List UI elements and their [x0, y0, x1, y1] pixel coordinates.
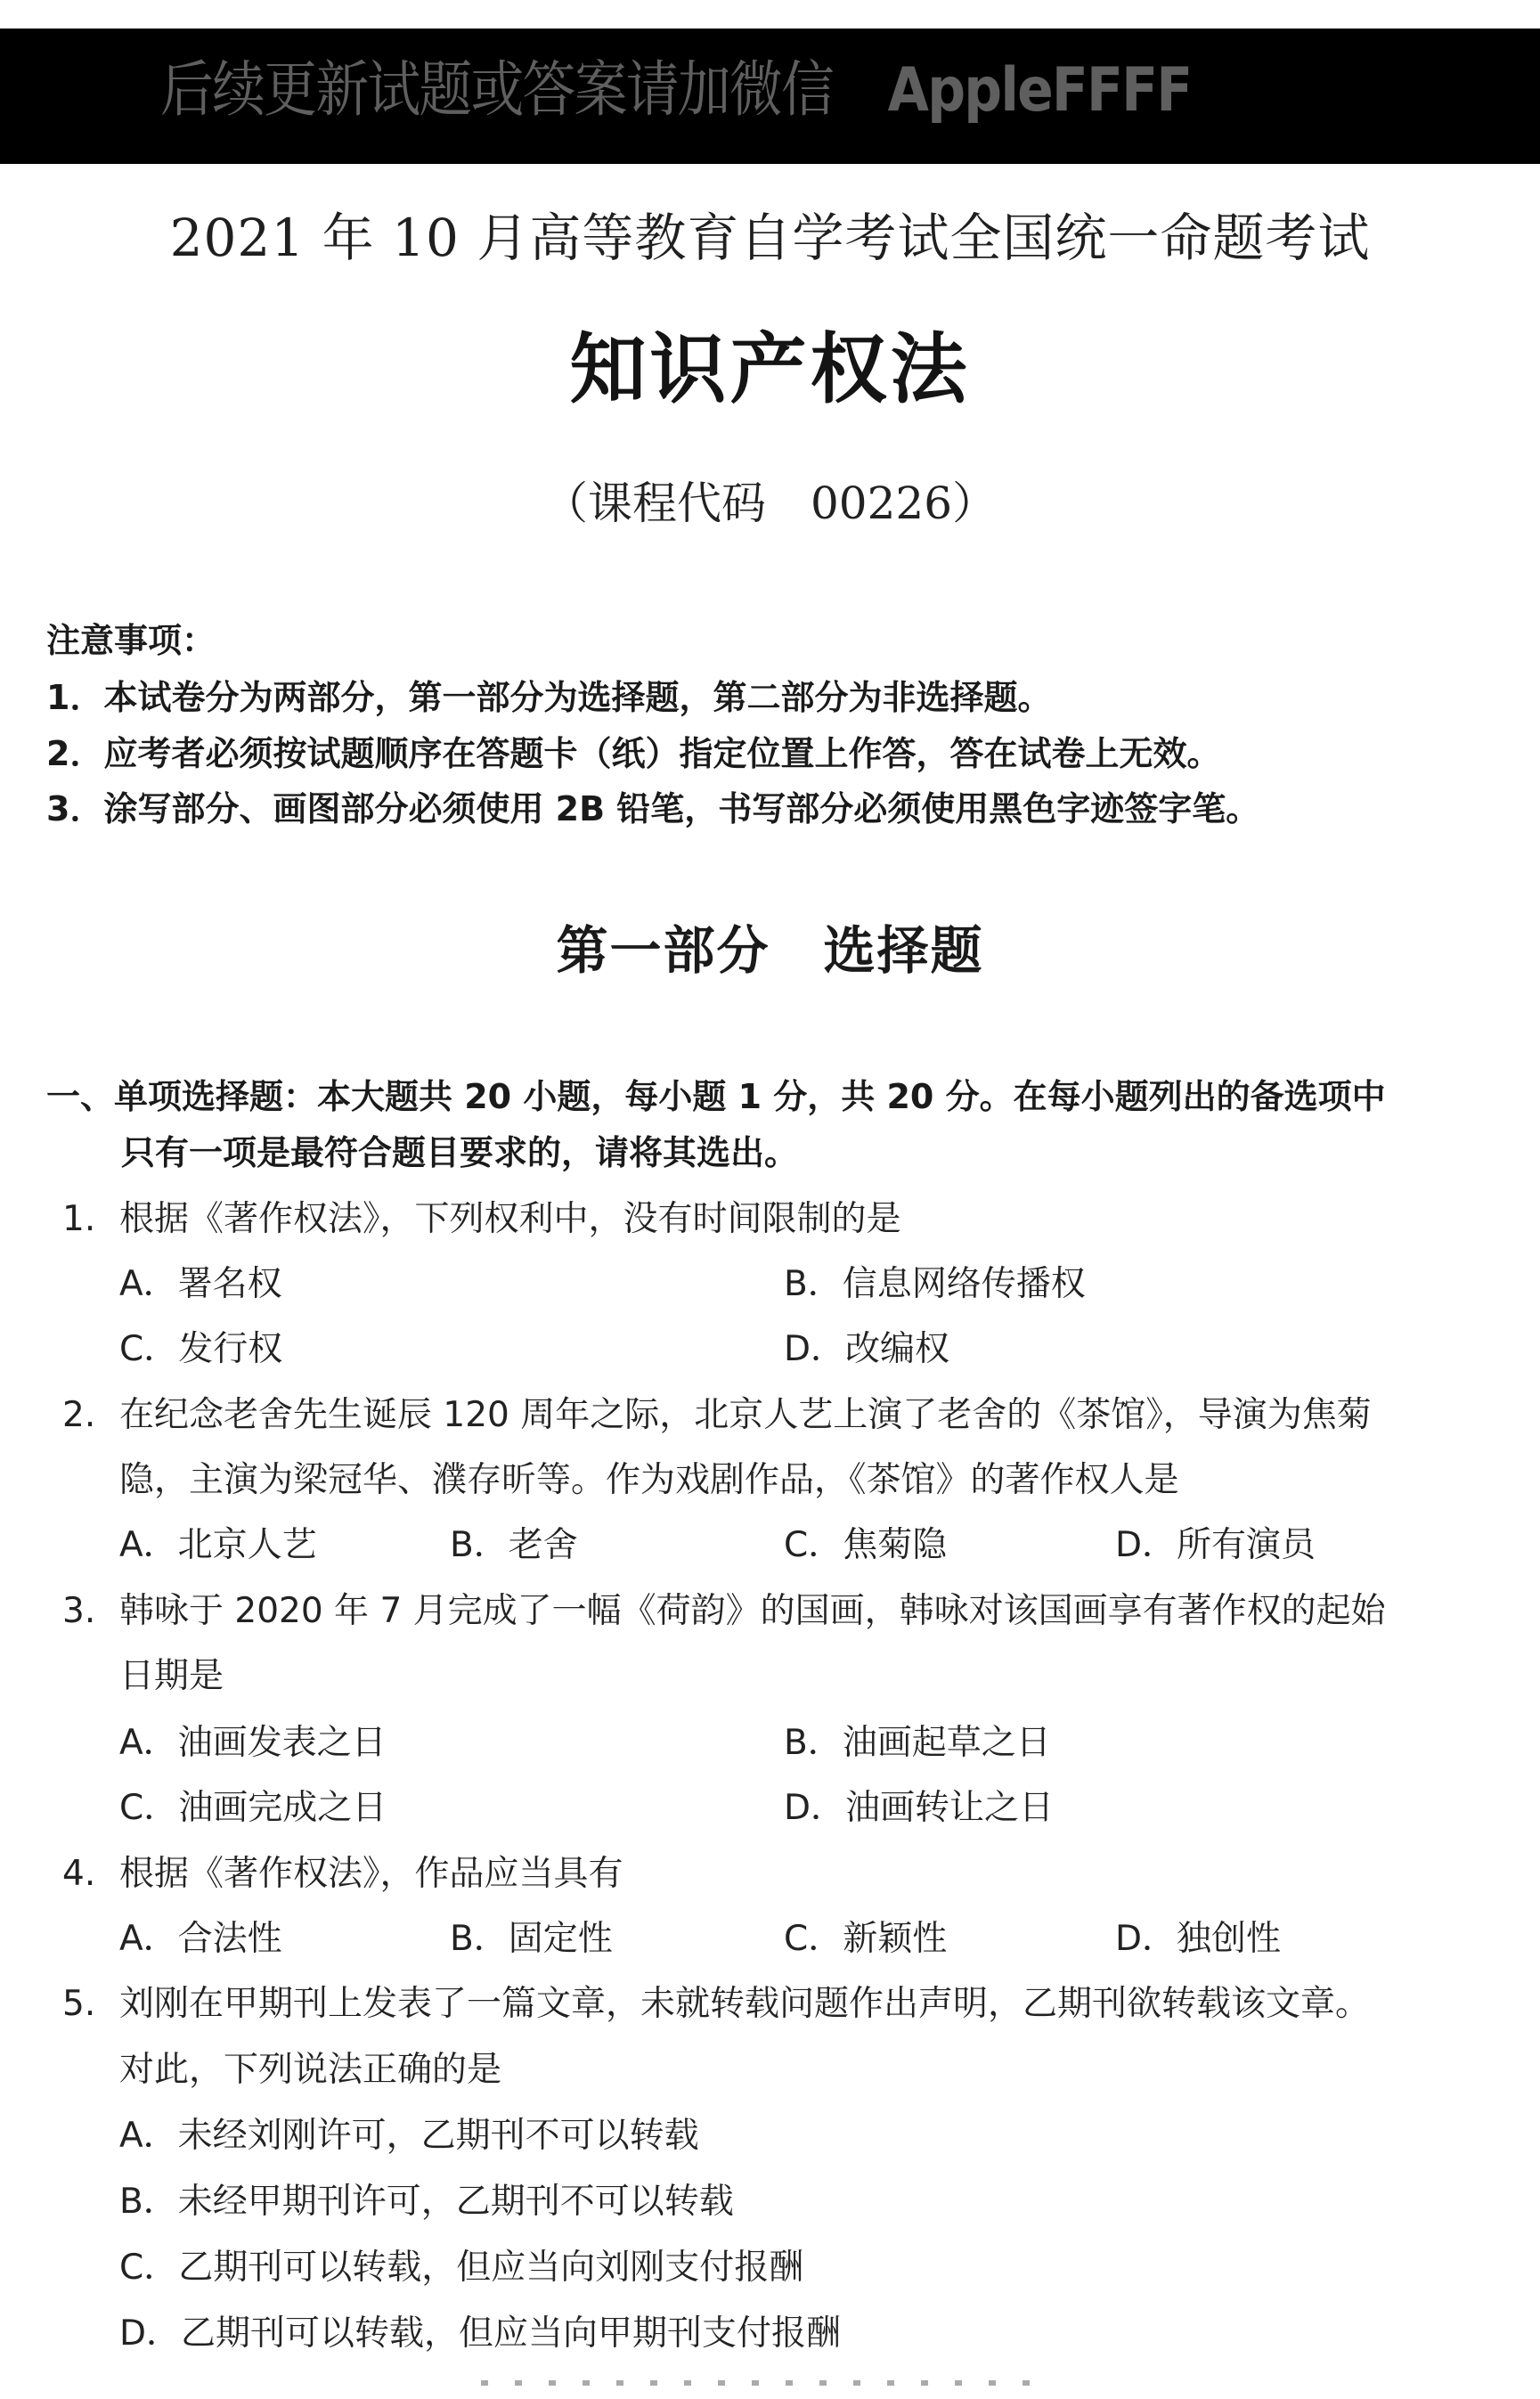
option-a[interactable]: A．合法性	[119, 1919, 282, 1959]
option-c[interactable]: C．焦菊隐	[784, 1525, 948, 1565]
section-title: 第一部分 选择题	[556, 920, 984, 981]
option-b[interactable]: B．固定性	[450, 1919, 613, 1959]
question-text: 根据《著作权法》，下列权利中，没有时间限制的是	[119, 1199, 901, 1239]
option-b[interactable]: B．未经甲期刊许可，乙期刊不可以转载	[119, 2182, 734, 2222]
watermark-text	[160, 55, 1191, 126]
option-a[interactable]: A．北京人艺	[119, 1525, 317, 1565]
question-number: 4.	[62, 1854, 96, 1894]
question-number: 5.	[62, 1984, 96, 2024]
option-c[interactable]: C．乙期刊可以转载，但应当向刘刚支付报酬	[119, 2248, 804, 2288]
option-d[interactable]: D．所有演员	[1115, 1525, 1316, 1565]
course-code: （课程代码 00226）	[542, 477, 998, 529]
question-4	[62, 1846, 623, 1896]
option-c[interactable]: C．油画完成之日	[119, 1788, 387, 1828]
question-1	[62, 1191, 901, 1241]
option-b[interactable]: B．油画起草之日	[784, 1723, 1051, 1763]
question-3	[62, 1583, 1386, 1633]
option-a[interactable]: A．油画发表之日	[119, 1723, 387, 1763]
option-a[interactable]: A．署名权	[119, 1264, 282, 1304]
question-number: 2.	[62, 1395, 96, 1435]
question-text-cont: 日期是	[119, 1656, 224, 1696]
notice-title: 注意事项：	[46, 621, 216, 660]
option-d[interactable]: D．乙期刊可以转载，但应当向甲期刊支付报酬	[119, 2313, 842, 2354]
notice-item: 1．本试卷分为两部分，第一部分为选择题，第二部分为非选择题。	[46, 678, 1052, 717]
subject-title: 知识产权法	[569, 325, 971, 414]
option-c[interactable]: C．新颖性	[784, 1919, 948, 1959]
option-d[interactable]: D．油画转让之日	[784, 1788, 1055, 1828]
question-text: 韩咏于 2020 年 7 月完成了一幅《荷韵》的国画，韩咏对该国画享有著作权的起始	[119, 1591, 1386, 1631]
section-instruction-cont: 只有一项是最符合题目要求的，请将其选出。	[121, 1133, 799, 1172]
option-a[interactable]: A．未经刘刚许可，乙期刊不可以转载	[119, 2116, 699, 2156]
exam-title: 2021 年 10 月高等教育自学考试全国统一命题考试	[169, 208, 1371, 268]
wechat-id: AppleFFFF	[887, 55, 1192, 126]
notice-item: 2．应考者必须按试题顺序在答题卡（纸）指定位置上作答，答在试卷上无效。	[46, 734, 1221, 773]
option-b[interactable]: B．信息网络传播权	[784, 1264, 1086, 1304]
question-number: 3.	[62, 1591, 96, 1631]
section-instruction: 一、单项选择题：本大题共 20 小题，每小题 1 分，共 20 分。在每小题列出的备选项中	[46, 1077, 1386, 1116]
watermark-banner	[0, 29, 1540, 164]
notice-item: 3．涂写部分、画图部分必须使用 2B 铅笔，书写部分必须使用黑色字迹签字笔。	[46, 789, 1260, 828]
option-d[interactable]: D．改编权	[784, 1329, 950, 1369]
question-text-cont: 隐，主演为梁冠华、濮存昕等。作为戏剧作品，《茶馆》的著作权人是	[119, 1460, 1179, 1500]
question-text: 在纪念老舍先生诞辰 120 周年之际，北京人艺上演了老舍的《茶馆》，导演为焦菊	[119, 1395, 1372, 1435]
option-b[interactable]: B．老舍	[450, 1525, 578, 1565]
option-c[interactable]: C．发行权	[119, 1329, 283, 1369]
page-footer-cutoff	[481, 2380, 1051, 2386]
question-number: 1.	[62, 1199, 96, 1239]
question-text-cont: 对此，下列说法正确的是	[119, 2050, 502, 2090]
watermark-message: 后续更新试题或答案请加微信	[160, 55, 834, 126]
option-d[interactable]: D．独创性	[1115, 1919, 1282, 1959]
question-text: 根据《著作权法》，作品应当具有	[119, 1854, 623, 1894]
question-2	[62, 1387, 1372, 1437]
question-5	[62, 1976, 1370, 2026]
question-text: 刘刚在甲期刊上发表了一篇文章，未就转载问题作出声明，乙期刊欲转载该文章。	[119, 1984, 1371, 2024]
